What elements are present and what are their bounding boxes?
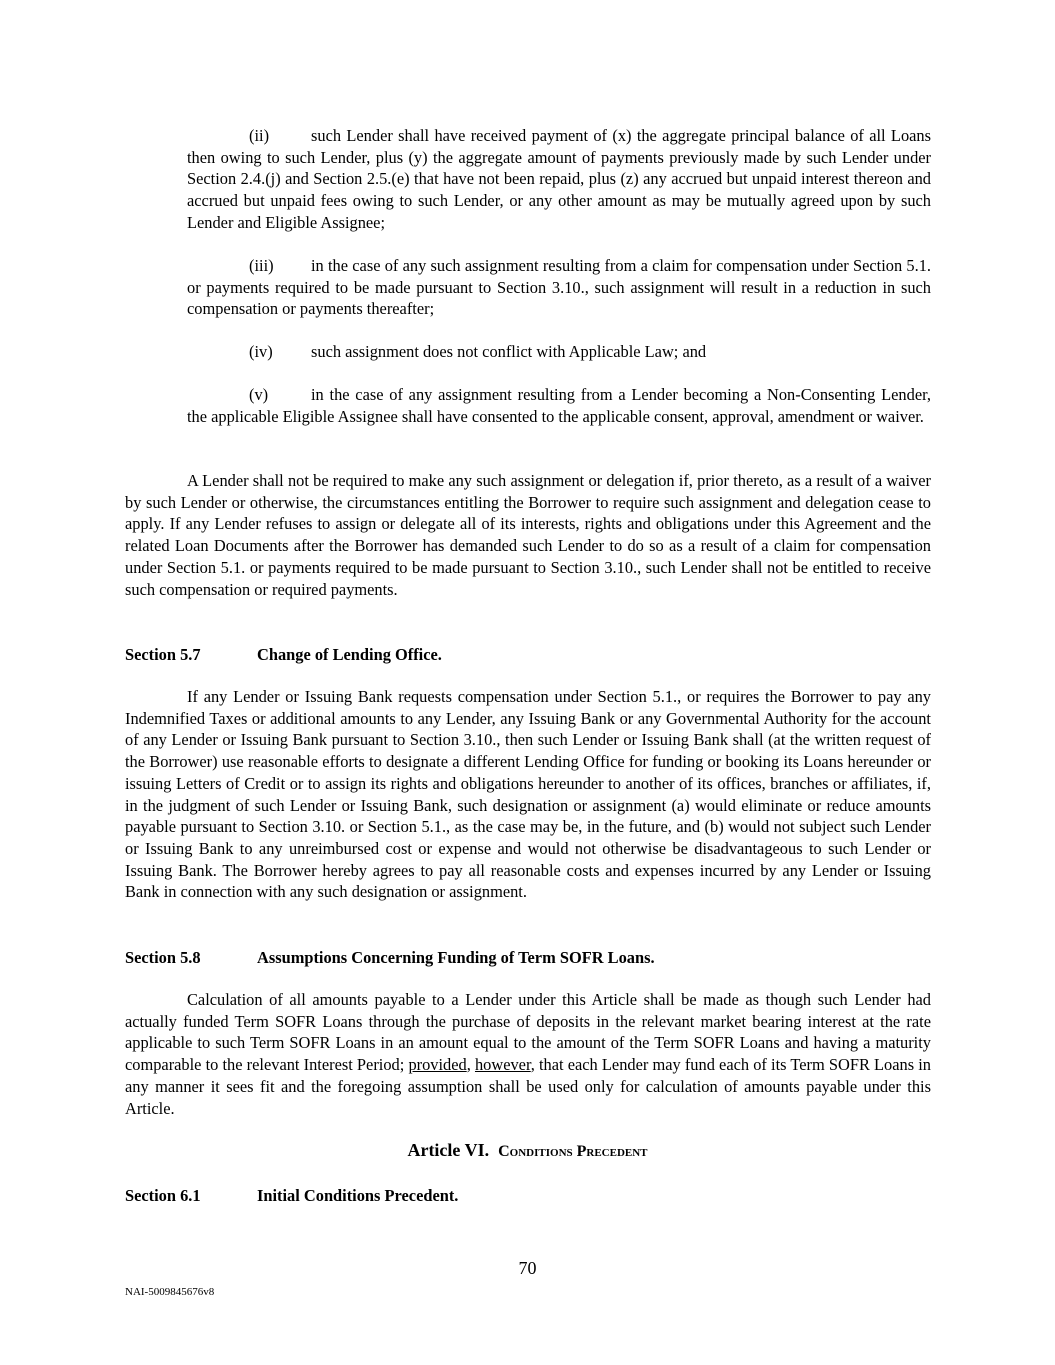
item-number: (v) xyxy=(249,385,269,404)
page-number: 70 xyxy=(518,1258,537,1278)
section-heading-6-1 xyxy=(125,1185,458,1207)
however-term: however xyxy=(474,1055,531,1075)
body-text: Calculation of all amounts payable to a Lender under this Article shall be made as though such Lender had actually funded Term SOFR Loans through the purchase of deposits in the relevant market bearing interest at the rate applicable to such Term SOFR Loans in an amount equal to the amount of the Term SOFR Loans and having a maturity comparable to the relevant Interest Period; xyxy=(125,990,931,1075)
paragraph-lender-assignment: A Lender shall not be required to make any such assignment or delegation if, prior thereto, as a result of a waiver by such Lender or otherwise, the circumstances entitling the Borrower to require such assignment and delegation cease to apply. If any Lender refuses to assign or delegate all of its interests, rights and obligations under this Agreement and the related Loan Documents after the Borrower has demanded such Lender to do so as a result of a claim for compensation under Section 5.1. or payments required to be made pursuant to Section 3.10., such Lender shall not be entitled to receive such compensation or required payments. xyxy=(125,471,931,599)
item-text: such assignment does not conflict with Applicable Law; and xyxy=(311,342,707,361)
list-item-ii xyxy=(187,125,931,234)
article-label: Article VI. xyxy=(407,1140,490,1160)
section-5-7-body: If any Lender or Issuing Bank requests compensation under Section 5.1., or requires the Borrower to pay any Indemnified Taxes or additional amounts to any Lender, any Issuing Bank or any Governmental Authority for the account of any Lender or Issuing Bank pursuant to Section 3.10., then such Lender or Issuing Bank shall (at the written request of the Borrower) use reasonable efforts to designate a different Lending Office for funding or booking its Loans hereunder or issuing Letters of Credit or to assign its rights and obligations hereunder to another of its offices, branches or affiliates, if, in the judgment of such Lender or Issuing Bank, such designation or assignment (a) would eliminate or reduce amounts payable pursuant to Section 3.10. or Section 5.1., as the case may be, in the future, and (b) would not subject such Lender or Issuing Bank to any unreimbursed cost or expense and would not otherwise be disadvantageous to such Lender or Issuing Bank. The Borrower hereby agrees to pay all reasonable costs and expenses incurred by any Lender or Issuing Bank in connection with any such designation or assignment. xyxy=(125,687,931,902)
section-title: Change of Lending Office. xyxy=(257,645,442,664)
item-number: (iii) xyxy=(249,256,274,275)
provided-term: provided xyxy=(408,1055,467,1075)
item-number: (iv) xyxy=(249,342,273,361)
section-number: Section 5.8 xyxy=(125,948,201,967)
section-heading-5-8 xyxy=(125,947,655,969)
list-item-iii xyxy=(187,255,931,320)
section-title: Assumptions Concerning Funding of Term SOFR Loans. xyxy=(257,948,655,967)
item-text: such Lender shall have received payment of (x) the aggregate principal balance of all Loans then owing to such Lender, plus (y) the aggregate amount of payments previously made by such Lender under Section 2.4.(j) and Section 2.5.(e) that have not been repaid, plus (z) any accrued but unpaid interest thereon and accrued but unpaid fees owing to such Lender, or any other amount as may be mutually agreed upon by such Lender and Eligible Assignee; xyxy=(187,126,931,232)
list-item-v xyxy=(187,384,931,427)
item-text: in the case of any assignment resulting from a Lender becoming a Non-Consenting Lender, the applicable Eligible Assignee shall have consented to the applicable consent, approval, amendment or waiver. xyxy=(187,385,931,426)
section-number: Section 5.7 xyxy=(125,645,201,664)
article-heading xyxy=(0,1140,1055,1163)
section-heading-5-7 xyxy=(125,644,442,666)
section-title: Initial Conditions Precedent. xyxy=(257,1186,459,1205)
article-title: Conditions Precedent xyxy=(498,1143,648,1160)
item-text: in the case of any such assignment resulting from a claim for compensation under Section 5.1. or payments required to be made pursuant to Section 3.10., such assignment will result in a reduction in such compensation or payments thereafter; xyxy=(187,256,931,319)
document-id-footer: NAI-5009845676v8 xyxy=(125,1286,215,1298)
body-text: , that each Lender may fund each of its Term SOFR Loans in any manner it sees fit and the foregoing assumption shall be used only for calculation of amounts payable under this Article. xyxy=(125,1055,932,1118)
comma: , xyxy=(466,1055,475,1075)
section-5-8-body xyxy=(125,989,931,1119)
section-number: Section 6.1 xyxy=(125,1186,201,1205)
list-item-iv xyxy=(187,341,931,363)
item-number: (ii) xyxy=(249,126,270,145)
